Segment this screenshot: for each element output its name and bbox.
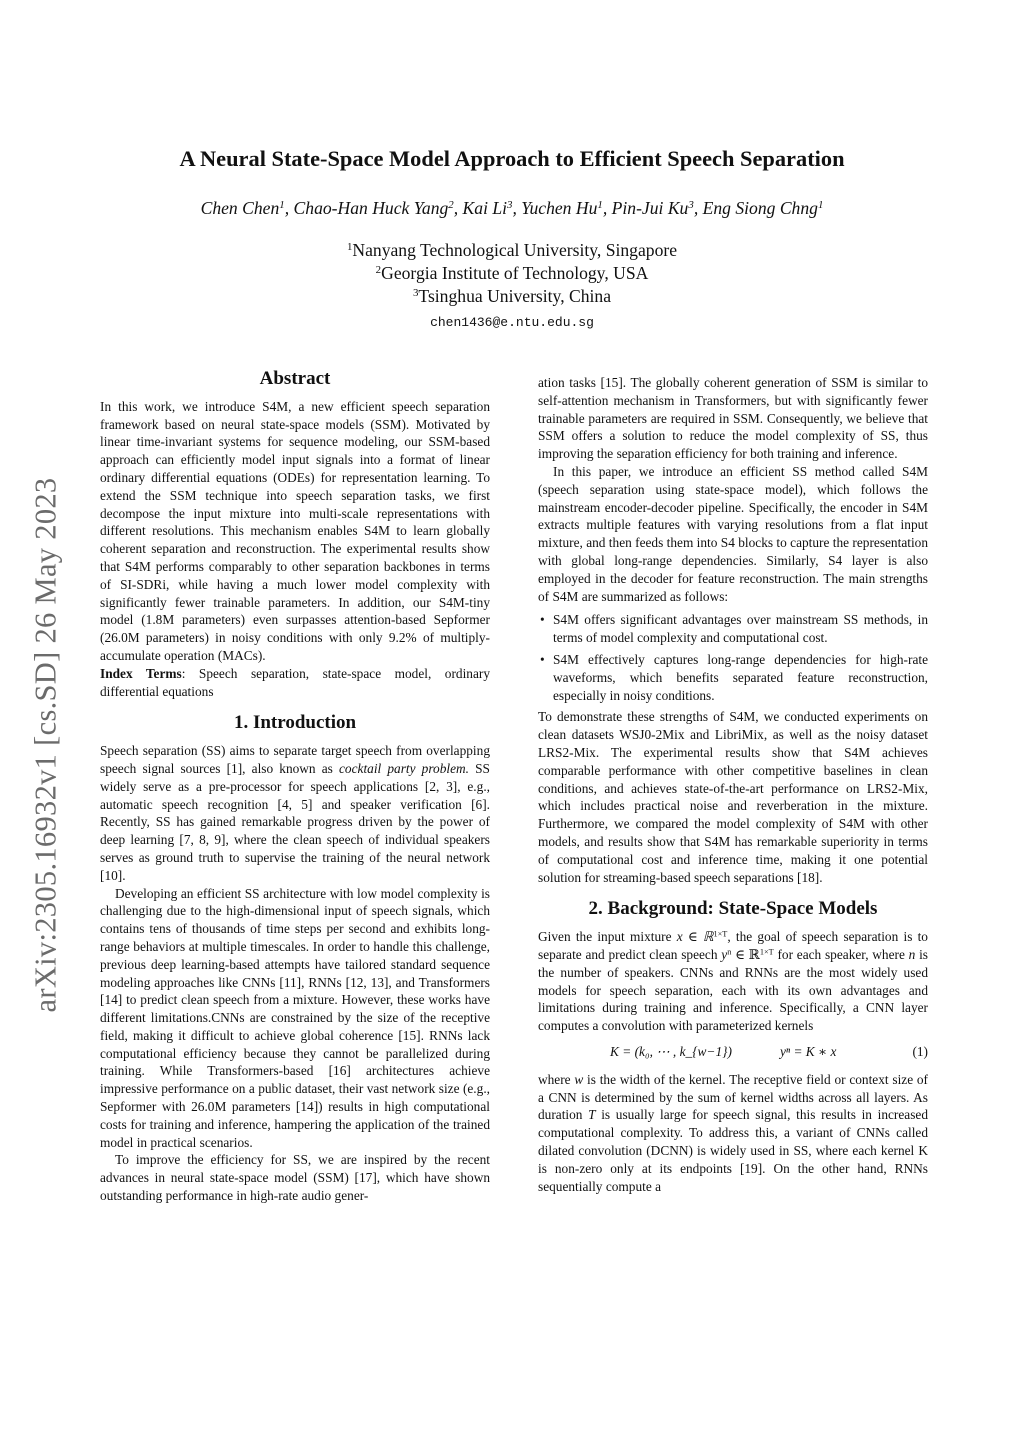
intro-paragraph-continued: ation tasks [15]. The globally coherent generation of SSM is similar to self-attention mechanism in Transformers, but with significantly fewer trainable parameters are required in SSM. Consequently, we believe that SSM offers a solution to reduce the model complexity of SS, thus improving the separation efficiency for both training and inference. <box>538 375 928 462</box>
index-terms: Index Terms: Speech separation, state-space model, ordinary differential equations <box>100 665 490 699</box>
list-item: • S4M offers significant advantages over mainstream SS methods, in terms of model complexity and computational cost. <box>553 611 928 647</box>
introduction-heading: 1. Introduction <box>233 712 357 734</box>
intro-paragraph: In this paper, we introduce an efficient SS method called S4M (speech separation using state-space model), which follows the mainstream encoder-decoder pipeline. Specifically, the encoder in S4M extracts multiple features with varying resolutions from a flat input mixture, and then feeds them into S4 blocks to capture the representation with global long-range dependencies. Similarly, S4 layer is also employed in the decoder for feature reconstruction. The main strengths of S4M are summarized as follows: <box>538 463 928 604</box>
equation-output: yⁿ = K ∗ x <box>780 1043 837 1059</box>
abstract-heading: Abstract <box>259 368 331 389</box>
background-paragraph: Given the input mixture x ∈ ℝ$^{1\times T}$, the goal of speech separation is to separate and predict clean speech $y^n$ ∈ ℝ$^{1\times T}$ for each speaker, where n is the number of speakers. CNNs and RNNs are the most widely used models for speech separation, each with its own advantages and limitations during training and inference. Specifically, a CNN layer computes a convolution with parameterized kernels <box>538 929 928 1034</box>
intro-paragraph: To demonstrate these strengths of S4M, we conducted experiments on clean datasets WSJ0-2Mix and LibriMix, as well as the noisy dataset LRS2-Mix. The experimental results show that S4M achieves comparable performance with other competitive baselines in clean conditions, and achieves state-of-the-art performance on LRS2-Mix, which includes practical noise and reverberation in the mixture. Furthermore, we compared the model complexity of S4M with other models, and results show that S4M has remarkable superiority in terms of computational cost and inference time, making it one potential solution for streaming-based speech separations [18]. <box>538 709 928 885</box>
author: Kai Li$^3$, <box>462 198 522 218</box>
equation-number: (1) <box>912 1043 928 1059</box>
affiliation: $^3$Tsinghua University, China <box>412 286 612 306</box>
intro-paragraph: Developing an efficient SS architecture with low model complexity is challenging due to the high-dimensional input of speech signals, which contains tens of thousands of time steps per second and exhibits long-range behaviors at multiple timescales. In order to handle this challenge, previous deep learning-based attempts have tailored standard sequence modeling approaches like CNNs [11], RNNs [12, 13], and Transformers [14] to predict clean speech from a mixture. However, these works have different limitations.CNNs are constrained by the size of the receptive field, making it difficult to achieve global coherence [15]. RNNs lack computational efficiency because they cannot be parallelized during training. While Transformers-based [16] architectures achieve impressive performance on a public dataset, their vast network size (e.g., Sepformer with 26.0M parameters [14]) results in high computational costs for training and inference, hampering the application of the trained model in practical scenarios. <box>100 885 490 1150</box>
arxiv-identifier: arXiv:2305.16932v1 [cs.SD] 26 May 2023 <box>28 477 63 1013</box>
background-paragraph: where w is the width of the kernel. The receptive field or context size of a CNN is determined by the sum of kernel widths across all layers. As duration T is usually large for speech signal, this results in increased computational complexity. To address this, a variant of CNNs called dilated convolution (DCNN) is widely used in SS, where each kernel K is non-zero only at its endpoints [19]. On the other hand, RNNs sequentially compute a <box>538 1071 928 1194</box>
strengths-list <box>538 611 928 704</box>
author: Pin-Jui Ku$^3$, <box>611 198 703 218</box>
right-column <box>538 374 928 1195</box>
list-item: • S4M effectively captures long-range dependencies for high-rate waveforms, which benefits separated feature reconstruction, especially in noisy conditions. <box>553 651 928 704</box>
affiliation: $^1$Nanyang Technological University, Singapore <box>346 240 678 260</box>
author: Yuchen Hu$^1$, <box>521 198 612 218</box>
arxiv-sidebar <box>26 400 66 1090</box>
affiliation: $^2$Georgia Institute of Technology, USA <box>375 263 649 283</box>
contact-email[interactable]: chen1436@e.ntu.edu.sg <box>430 315 594 330</box>
background-heading: 2. Background: State-Space Models <box>588 898 878 920</box>
intro-paragraph: Speech separation (SS) aims to separate target speech from overlapping speech signal sources [1], also known as cocktail party problem. SS widely serve as a pre-processor for speech applications [2, 3], e.g., automatic speech recognition [4, 5] and speaker verification [6]. Recently, SS has gained remarkable progress driven by the power of deep learning [7, 8, 9], where the clean speech of individual speakers serves as ground truth to supervise the training of the neural network [10]. <box>100 743 490 883</box>
equation-1 <box>538 1035 928 1071</box>
equation-kernel: K = (k₀, ⋯ , k_{w−1}) <box>610 1043 732 1059</box>
author: Chao-Han Huck Yang$^2$, <box>293 198 463 218</box>
author: Chen Chen$^1$, <box>200 198 294 218</box>
author-list <box>0 198 1024 219</box>
paper-title: A Neural State-Space Model Approach to Efficient Speech Separation <box>179 146 845 171</box>
left-column <box>100 370 490 1205</box>
intro-paragraph: To improve the efficiency for SS, we are inspired by the recent advances in neural state-space model (SSM) [17], which have shown outstanding performance in high-rate audio gener- <box>100 1152 490 1204</box>
abstract-text: In this work, we introduce S4M, a new efficient speech separation framework based on neural state-space models (SSM). Motivated by linear time-invariant systems for sequence modeling, our SSM-based approach can efficiently model input signals into a format of linear ordinary differential equations (ODEs) for representation learning. To extend the SSM technique into speech separation tasks, we first decompose the input mixture into multi-scale representations with different resolutions. This mechanism enables S4M to learn globally coherent separation and reconstruction. The experimental results show that S4M performs comparably to other separation backbones in terms of SI-SDRi, while having a much lower model complexity with significantly fewer trainable parameters. In addition, our S4M-tiny model (1.8M parameters) even surpasses attention-based Sepformer (26.0M parameters) in noisy conditions with only 9.2% of multiply-accumulate operation (MACs). <box>100 398 490 663</box>
author: Eng Siong Chng$^1$ <box>702 198 824 218</box>
